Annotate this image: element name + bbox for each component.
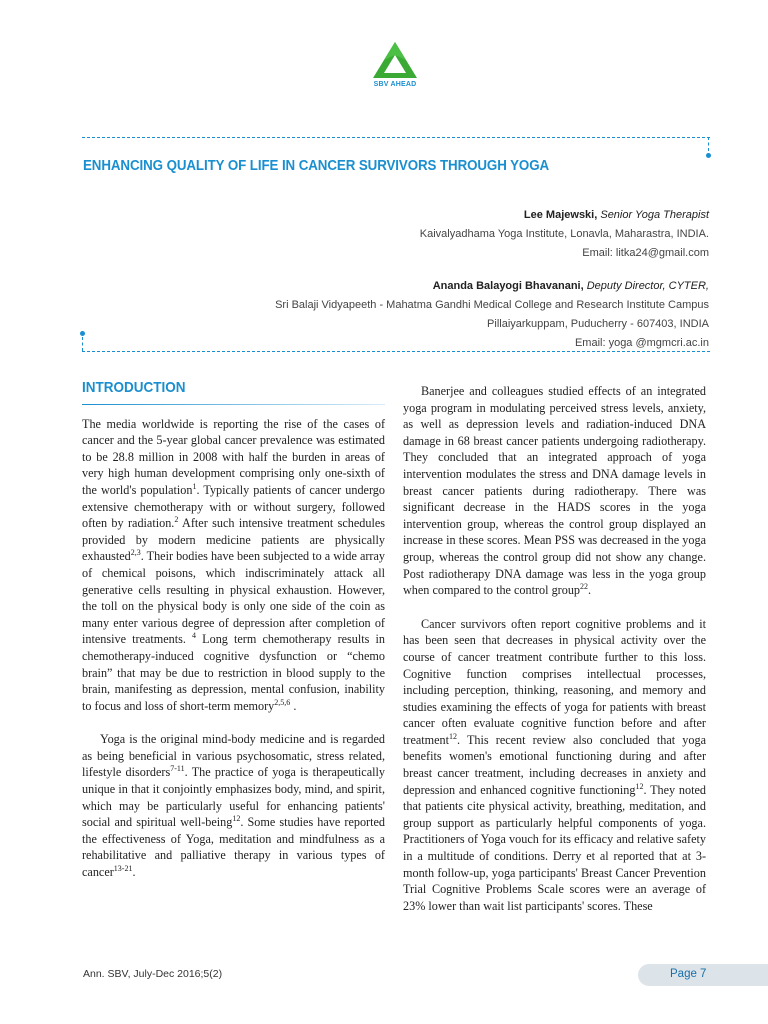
page-number-tab [638,964,768,986]
sbv-ahead-logo [368,40,422,96]
logo-text: SBV AHEAD [373,81,417,88]
right-column [403,383,706,914]
body-paragraph-3: Banerjee and colleagues studied effects of an integrated yoga program in modulating perceived stress levels, anxiety, as well as depression levels and radiation-induced DNA damage in 68 breast cancer patients undergoing radiotherapy. They concluded that an integrated approach of yoga intervention modulates the stress and DNA damage levels in breast cancer patients during radiotherapy. There was significant decrease in the HADS scores in the yoga intervention group, whereas the control group displayed an increase in these scores. Mean PSS was decreased in the yoga group, whereas the control group did not show any change. Post radiotherapy DNA damage was less in the yoga group when compared to the control group$^{22}$. [403,384,706,598]
body-paragraph-4: Cancer survivors often report cognitive problems and it has been seen that decreases in physical activity over the course of cancer treatment contribute further to this loss. Cognitive function comprises intellectual processes, including perception, thinking, reasoning, and memory and studies examining the effects of yoga for patients with breast cancer often evaluate cognitive function before and after treatment$^{12}$. This recent review also concluded that yoga benefits women's emotional functioning during and after breast cancer treatment, including decreases in anxiety and depression and enhanced cognitive functioning$^{12}$. They noted that patients cite physical activity, breathing, meditation, and group support as particularly helpful components of yoga. Practitioners of Yoga vouch for its efficacy and relative safety in a multitude of conditions. Derry et al reported that at 3-month follow-up, yoga participants' Breast Cancer Prevention Trial Cognitive Problems Scale scores were an average of 23% lower than wait list participants' scores. These [403,616,706,913]
section-heading: INTRODUCTION [82,379,186,396]
section-heading-rule [82,404,385,405]
top-rule-tick [708,137,709,151]
author-block [275,206,709,353]
author-2-affiliation: Sri Balaji Vidyapeeth - Mahatma Gandhi Medical College and Research Institute Campus [275,299,709,311]
top-dashed-rule [82,137,710,138]
author-2-name: Ananda Balayogi Bhavanani, [432,280,584,292]
intro-paragraph-2: Yoga is the original mind-body medicine and is regarded as being beneficial in various psychosomatic, stress related, lifestyle disorders$^{7-11}$. The practice of yoga is therapeutically unique in that it conjointly emphasizes body, mind, and spirit, which may be particularly useful for enhancing patients' social and spiritual well-being$^{12}$. Some studies have reported the effectiveness of Yoga, meditation and mindfulness as a rehabilitative and palliative therapy in various types of cancer$^{13-21}$. [82,732,385,880]
author-2-heading [275,277,709,296]
top-rule-dot [706,153,711,158]
author-2-address: Pillaiyarkuppam, Puducherry - 607403, INDIA [487,318,709,330]
bottom-dashed-rule [82,351,710,352]
author-2-role: Deputy Director, CYTER, [583,280,709,292]
author-1-email: Email: litka24@gmail.com [582,247,709,259]
left-column [82,380,385,881]
author-1-name: Lee Majewski, [523,209,598,221]
triangle-logo-icon [372,40,418,80]
intro-paragraph-1: The media worldwide is reporting the rise of the cases of cancer and the 5-year global cancer prevalence was estimated to be 28.8 million in 2008 with half the burden in areas of very high human development comprising only one-sixth of the world's population$^1$. Typically patients of cancer undergo extensive chemotherapy with or without surgery, followed often by radiation.$^2$ After such intensive treatment schedules provided by modern medicine patients are physically exhausted$^{2,3}$. Their bodies have been subjected to a wide array of chemical poisons, which indiscriminately attack all generative cells resulting in physical exhaustion. However, the toll on the physical body is only one side of the coin as many enter various degree of depression after completion of intensive treatments. $^4$ Long term chemotherapy results in chemotherapy-induced cognitive dysfunction or “chemo brain” that may be due to restriction in blood supply to the brain, manifesting as depression, mental confusion, inability to focus and loss of short-term memory$^{2,5,6}$ . [82,416,386,713]
author-1-heading [275,206,709,225]
article-title: ENHANCING QUALITY OF LIFE IN CANCER SURVIVORS THROUGH YOGA [83,158,550,174]
bottom-rule-tick [82,337,83,351]
page-number: Page 7 [670,968,707,980]
author-1-role: Senior Yoga Therapist [597,209,709,221]
author-2-email: Email: yoga @mgmcri.ac.in [574,337,709,349]
journal-citation: Ann. SBV, July-Dec 2016;5(2) [83,968,223,980]
author-1-affiliation: Kaivalyadhama Yoga Institute, Lonavla, Maharastra, INDIA. [419,228,709,240]
bottom-rule-dot [80,331,85,336]
